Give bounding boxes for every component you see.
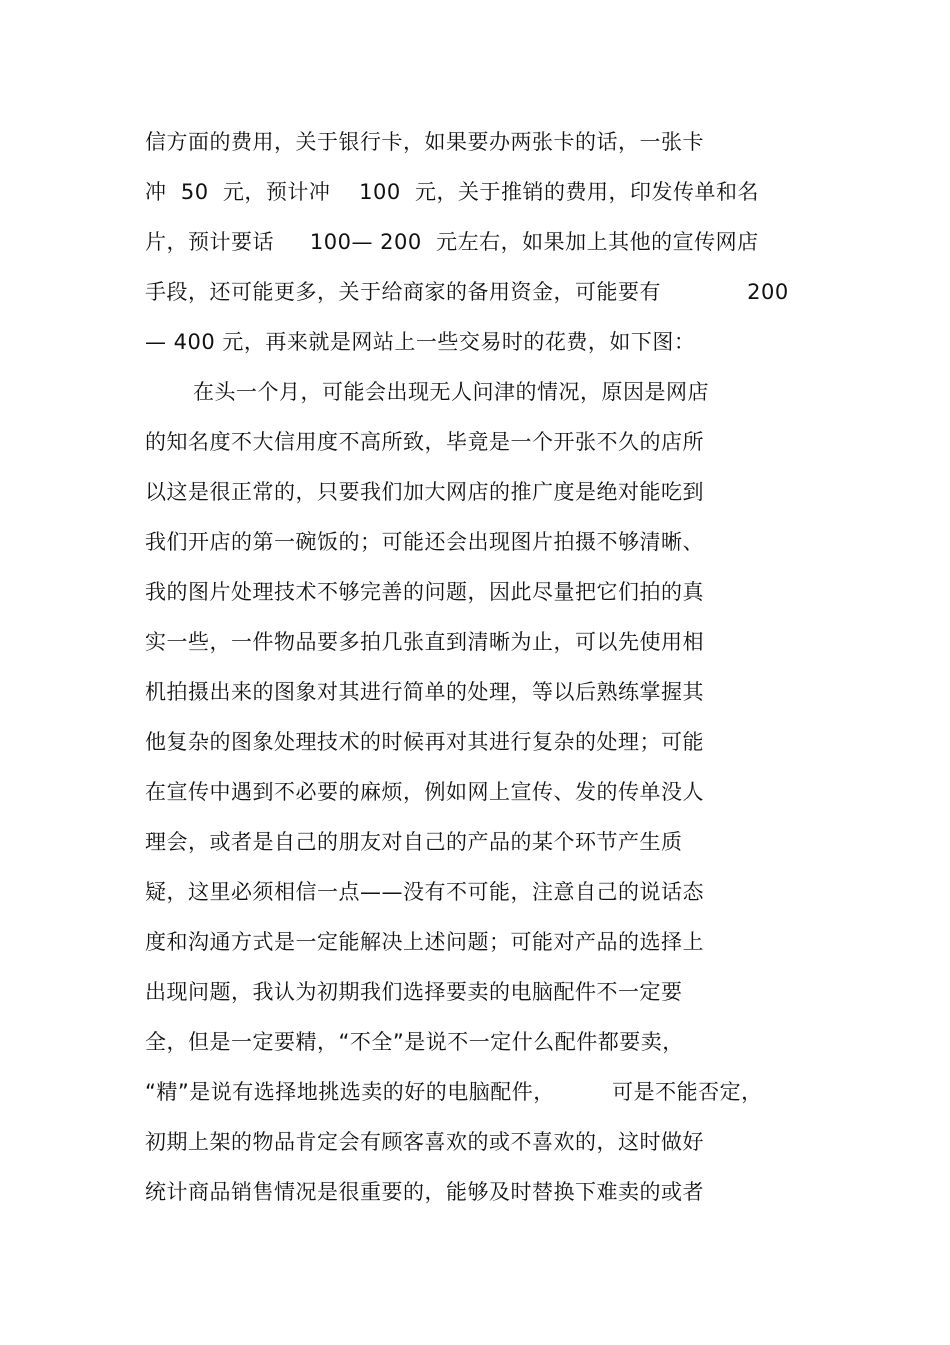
text-line: 我们开店的第一碗饭的；可能还会出现图片拍摄不够清晰、: [145, 530, 704, 554]
text-line: 我的图片处理技术不够完善的问题，因此尽量把它们拍的真: [145, 580, 704, 604]
text-line: 统计商品销售情况是很重要的，能够及时替换下难卖的或者: [145, 1180, 704, 1204]
text-line: 度和沟通方式是一定能解决上述问题；可能对产品的选择上: [145, 930, 704, 954]
text-line: 出现问题，我认为初期我们选择要卖的电脑配件不一定要: [145, 980, 683, 1004]
text-line: 在头一个月，可能会出现无人问津的情况，原因是网店: [193, 380, 709, 404]
text-line: — 400 元，再来就是网站上一些交易时的花费，如下图：: [145, 330, 696, 354]
text-line: 实一些，一件物品要多拍几张直到清晰为止，可以先使用相: [145, 630, 704, 654]
text-line: 疑，这里必须相信一点——没有不可能，注意自己的说话态: [145, 880, 704, 904]
text-line: 全，但是一定要精，“不全”是说不一定什么配件都要卖，: [145, 1030, 684, 1054]
text-line: “精”是说有选择地挑选卖的好的电脑配件， 可是不能否定，: [145, 1080, 763, 1104]
text-line: 初期上架的物品肯定会有顾客喜欢的或不喜欢的，这时做好: [145, 1130, 704, 1154]
text-line: 在宣传中遇到不必要的麻烦，例如网上宣传、发的传单没人: [145, 780, 704, 804]
text-line: 片，预计要话 100— 200 元左右，如果加上其他的宣传网店: [145, 230, 759, 254]
text-line: 他复杂的图象处理技术的时候再对其进行复杂的处理；可能: [145, 730, 704, 754]
text-line: 信方面的费用，关于银行卡，如果要办两张卡的话，一张卡: [145, 130, 704, 154]
text-line: 手段，还可能更多，关于给商家的备用资金，可能要有 200: [145, 280, 789, 304]
text-line: 冲 50 元，预计冲 100 元，关于推销的费用，印发传单和名: [145, 180, 760, 204]
text-line: 理会，或者是自己的朋友对自己的产品的某个环节产生质: [145, 830, 683, 854]
text-line: 机拍摄出来的图象对其进行简单的处理，等以后熟练掌握其: [145, 680, 704, 704]
text-line: 的知名度不大信用度不高所致，毕竟是一个开张不久的店所: [145, 430, 704, 454]
text-line: 以这是很正常的，只要我们加大网店的推广度是绝对能吃到: [145, 480, 704, 504]
